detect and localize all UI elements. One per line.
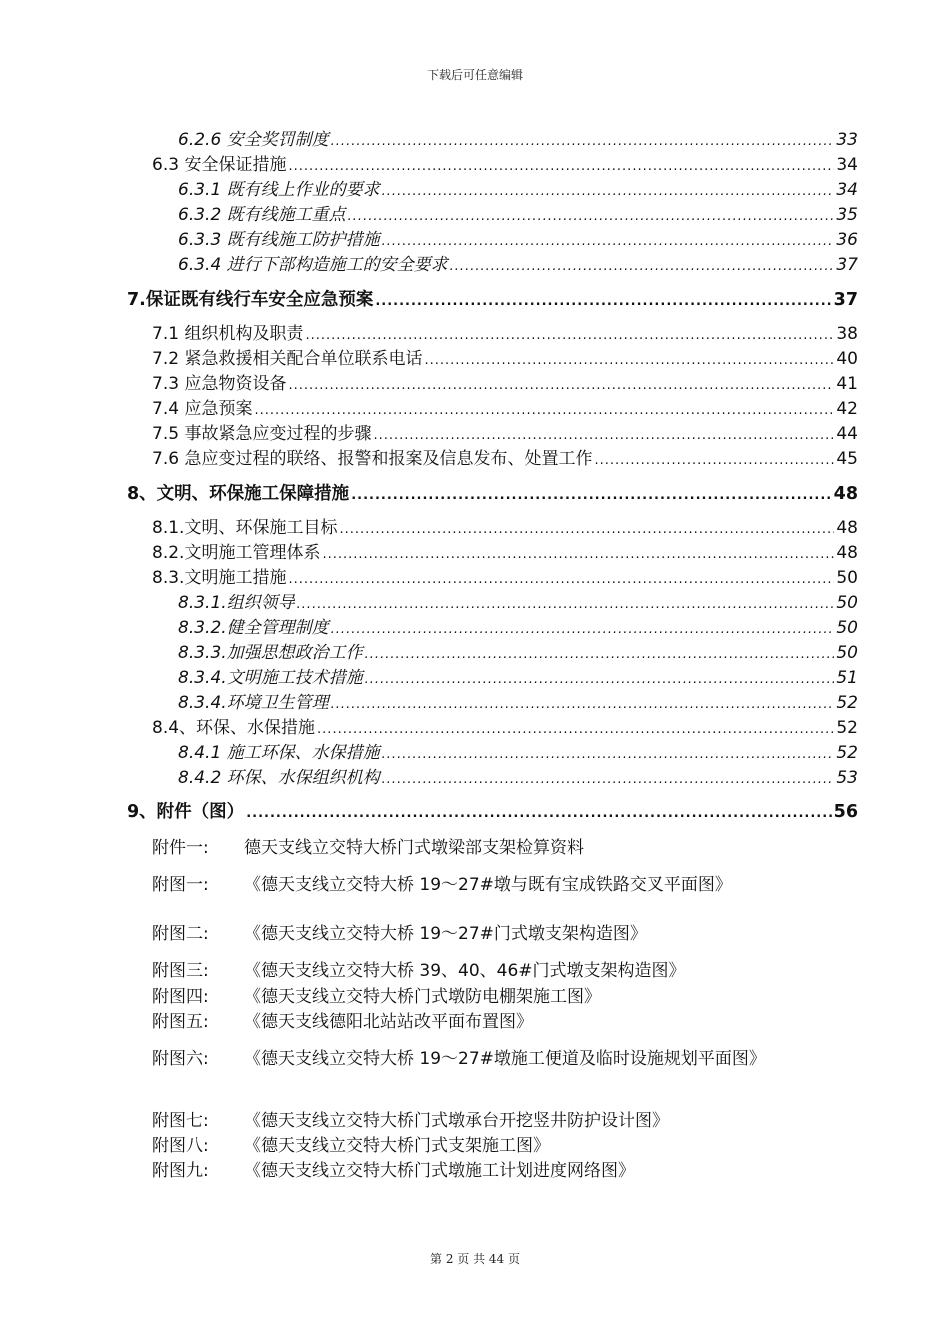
leader-dots (382, 230, 835, 254)
toc-entry-8-1[interactable]: 8.1.文明、环保施工目标 ..... 48 (152, 516, 858, 542)
toc-entry-7-5[interactable]: 7.5 事故紧急应变过程的步骤 ..... 44 (152, 422, 858, 448)
toc-entry-8-3-1[interactable]: 8.3.1.组织领导 ..... 50 (178, 591, 858, 617)
appendix-figure-4: 附图四: 《德天支线立交特大桥门式墩防电棚架施工图》 (152, 987, 601, 1007)
leader-dots (348, 205, 835, 229)
leader-dots (594, 449, 834, 473)
leader-dots (382, 180, 835, 204)
appendix-figure-3: 附图三: 《德天支线立交特大桥 39、40、46#门式墩支架构造图》 (152, 961, 686, 981)
leader-dots (365, 643, 835, 667)
toc-entry-7-2[interactable]: 7.2 紧急救援相关配合单位联系电话 ..... 40 (152, 347, 858, 373)
leader-dots (331, 618, 835, 642)
toc-entry-7-1[interactable]: 7.1 组织机构及职责 ..... 38 (152, 322, 858, 348)
leader-dots (373, 424, 834, 448)
toc-entry-9[interactable]: 9、附件（图） ..... 56 (127, 800, 858, 826)
appendix-item-1: 附件一: 德天支线立交特大桥门式墩梁部支架检算资料 (152, 838, 584, 858)
appendix-figure-6: 附图六: 《德天支线立交特大桥 19～27#墩施工便道及临时设施规划平面图》 (152, 1049, 766, 1069)
toc-entry-6-3-4[interactable]: 6.3.4 进行下部构造施工的安全要求 ..... 37 (178, 253, 858, 279)
toc-entry-8-4-1[interactable]: 8.4.1 施工环保、水保措施 ..... 52 (178, 741, 858, 767)
page-footer: 第 2 页 共 44 页 (430, 1252, 520, 1266)
toc-entry-8-3-3[interactable]: 8.3.3.加强思想政治工作 ..... 50 (178, 641, 858, 667)
leader-dots (317, 718, 834, 742)
leader-dots (331, 130, 835, 154)
appendix-figure-9: 附图九: 《德天支线立交特大桥门式墩施工计划进度网络图》 (152, 1161, 635, 1181)
toc-entry-7-4[interactable]: 7.4 应急预案 ..... 42 (152, 397, 858, 423)
leader-dots (424, 349, 834, 373)
leader-dots (305, 324, 834, 348)
leader-dots (246, 802, 831, 826)
leader-dots (254, 399, 834, 423)
toc-entry-7-6[interactable]: 7.6 急应变过程的联络、报警和报案及信息发布、处置工作 ..... 45 (152, 447, 858, 473)
appendix-figure-5: 附图五: 《德天支线德阳北站站改平面布置图》 (152, 1012, 533, 1032)
toc-entry-8-3-2[interactable]: 8.3.2.健全管理制度 ..... 50 (178, 616, 858, 642)
leader-dots (339, 518, 834, 542)
leader-dots (375, 290, 831, 314)
toc-entry-8-3[interactable]: 8.3.文明施工措施 ..... 50 (152, 566, 858, 592)
leader-dots (351, 484, 831, 508)
leader-dots (288, 374, 834, 398)
appendix-figure-1: 附图一: 《德天支线立交特大桥 19～27#墩与既有宝成铁路交叉平面图》 (152, 875, 732, 895)
leader-dots (288, 568, 834, 592)
toc-entry-6-3[interactable]: 6.3 安全保证措施 ..... 34 (152, 153, 858, 179)
leader-dots (297, 593, 835, 617)
toc-entry-8-3-4-b[interactable]: 8.3.4.环境卫生管理 ..... 52 (178, 691, 858, 717)
toc-entry-8-4[interactable]: 8.4、环保、水保措施 ..... 52 (152, 716, 858, 742)
toc-entry-6-3-2[interactable]: 6.3.2 既有线施工重点 ..... 35 (178, 203, 858, 229)
leader-dots (288, 155, 834, 179)
leader-dots (322, 543, 834, 567)
page-header: 下载后可任意编辑 (426, 68, 523, 82)
toc-entry-7[interactable]: 7.保证既有线行车安全应急预案 ..... 37 (127, 288, 858, 314)
leader-dots (382, 768, 835, 792)
toc-entry-7-3[interactable]: 7.3 应急物资设备 ..... 41 (152, 372, 858, 398)
leader-dots (450, 255, 835, 279)
toc-entry-8-3-4-a[interactable]: 8.3.4.文明施工技术措施 ..... 51 (178, 666, 858, 692)
leader-dots (382, 743, 835, 767)
appendix-figure-8: 附图八: 《德天支线立交特大桥门式支架施工图》 (152, 1136, 550, 1156)
appendix-figure-7: 附图七: 《德天支线立交特大桥门式墩承台开挖竖井防护设计图》 (152, 1111, 669, 1131)
leader-dots (331, 693, 835, 717)
toc-entry-6-3-1[interactable]: 6.3.1 既有线上作业的要求 ..... 34 (178, 178, 858, 204)
leader-dots (365, 668, 835, 692)
toc-entry-6-2-6[interactable]: 6.2.6 安全奖罚制度 ..... 33 (178, 128, 858, 154)
toc-entry-6-3-3[interactable]: 6.3.3 既有线施工防护措施 ..... 36 (178, 228, 858, 254)
appendix-figure-2: 附图二: 《德天支线立交特大桥 19～27#门式墩支架构造图》 (152, 924, 647, 944)
toc-entry-8-2[interactable]: 8.2.文明施工管理体系 ..... 48 (152, 541, 858, 567)
toc-entry-8[interactable]: 8、文明、环保施工保障措施 ..... 48 (127, 482, 858, 508)
toc-entry-8-4-2[interactable]: 8.4.2 环保、水保组织机构 ..... 53 (178, 766, 858, 792)
